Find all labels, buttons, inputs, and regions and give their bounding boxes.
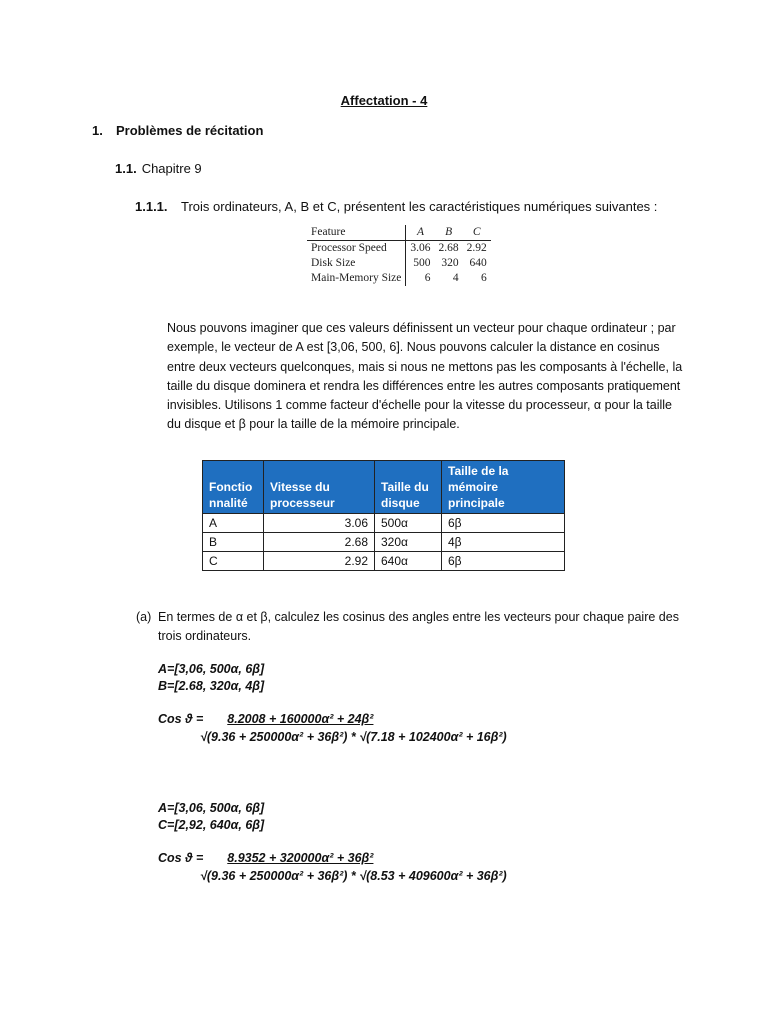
table-header: Vitesse du processeur (264, 461, 375, 514)
cosine-denominator-ac: √(9.36 + 250000α² + 36β²) * √(8.53 + 409600α² + 36β²) (200, 869, 507, 883)
cell: 4 (452, 272, 459, 284)
table-row (203, 552, 565, 571)
cell: 320 (441, 257, 459, 269)
document-title: Affectation - 4 (340, 93, 428, 108)
cell: 6 (481, 272, 487, 284)
table-cell: 3.06 (264, 514, 375, 533)
table-cell: A (203, 514, 264, 533)
numerator: 8.9352 + 320000α² + 36β² (227, 851, 374, 865)
vector-c: C=[2,92, 640α, 6β] (158, 818, 265, 832)
table-cell: 640α (375, 552, 442, 571)
vector-b: B=[2.68, 320α, 4β] (158, 679, 265, 693)
cosine-numerator-ac (158, 851, 413, 865)
table-row (203, 533, 565, 552)
cos-label: Cos ϑ = (158, 851, 204, 865)
question-text: En termes de α et β, calculez les cosinus des angles entre les vecteurs pour chaque paire des trois ordinateurs. (158, 610, 679, 643)
row-label: Main-Memory Size (311, 272, 402, 284)
section-number: 1. (92, 123, 103, 138)
section-heading-1 (92, 123, 263, 138)
row-label: Processor Speed (311, 242, 387, 254)
cell: 2.68 (438, 242, 459, 254)
col-header-b: B (435, 225, 463, 241)
cell: 6 (406, 271, 435, 286)
section-label: Problèmes de récitation (116, 123, 264, 138)
feature-header: Feature (307, 225, 406, 241)
col-header-a: A (406, 225, 435, 241)
table-cell: B (203, 533, 264, 552)
cell: 2.92 (466, 242, 487, 254)
scaled-feature-table (202, 460, 565, 571)
table-header: Taille du disque (375, 461, 442, 514)
cos-label: Cos ϑ = (158, 712, 204, 726)
table-cell: 6β (442, 552, 565, 571)
table-cell: 320α (375, 533, 442, 552)
table-cell: 500α (375, 514, 442, 533)
section-label: Trois ordinateurs, A, B et C, présentent les caractéristiques numériques suivantes : (181, 199, 658, 214)
table-cell: 2.68 (264, 533, 375, 552)
col-header-c: C (463, 225, 491, 241)
row-label: Disk Size (311, 257, 356, 269)
table-header: Taille de la mémoire principale (442, 461, 565, 514)
cosine-numerator-ab (158, 712, 413, 726)
section-heading-1-1 (115, 161, 202, 176)
table-cell: C (203, 552, 264, 571)
question-label: (a) (136, 610, 152, 624)
vector-a: A=[3,06, 500α, 6β] (158, 801, 265, 815)
cosine-denominator-ab: √(9.36 + 250000α² + 36β²) * √(7.18 + 102400α² + 16β²) (200, 730, 507, 744)
section-label: Chapitre 9 (141, 161, 202, 176)
table-cell: 6β (442, 514, 565, 533)
cell: 500 (406, 256, 435, 271)
table-cell: 2.92 (264, 552, 375, 571)
feature-table-image (307, 225, 491, 286)
vector-a: A=[3,06, 500α, 6β] (158, 662, 265, 676)
numerator: 8.2008 + 160000α² + 24β² (227, 712, 374, 726)
table-row (203, 514, 565, 533)
section-number: 1.1. (115, 161, 137, 176)
table-header: Fonctio nnalité (203, 461, 264, 514)
explanation-paragraph: Nous pouvons imaginer que ces valeurs définissent un vecteur pour chaque ordinateur ; par exemple, le vecteur de A est [3,06, 500, 6]. Nous pouvons calculer la distance en cosinus entre deux vecteurs quelconques, mais si nous ne mettons pas les composants à l'échelle, la taille du disque dominera et rendra les différences entre les autres composants pratiquement invisibles. Utilisons 1 comme facteur d'échelle pour la vitesse du processeur, α pour la taille du disque et β pour la taille de la mémoire principale. (167, 321, 683, 432)
cell: 3.06 (406, 241, 435, 257)
cell: 640 (469, 257, 487, 269)
section-number: 1.1.1. (135, 199, 168, 214)
question-a (136, 608, 696, 643)
table-cell: 4β (442, 533, 565, 552)
section-heading-1-1-1 (135, 199, 657, 214)
